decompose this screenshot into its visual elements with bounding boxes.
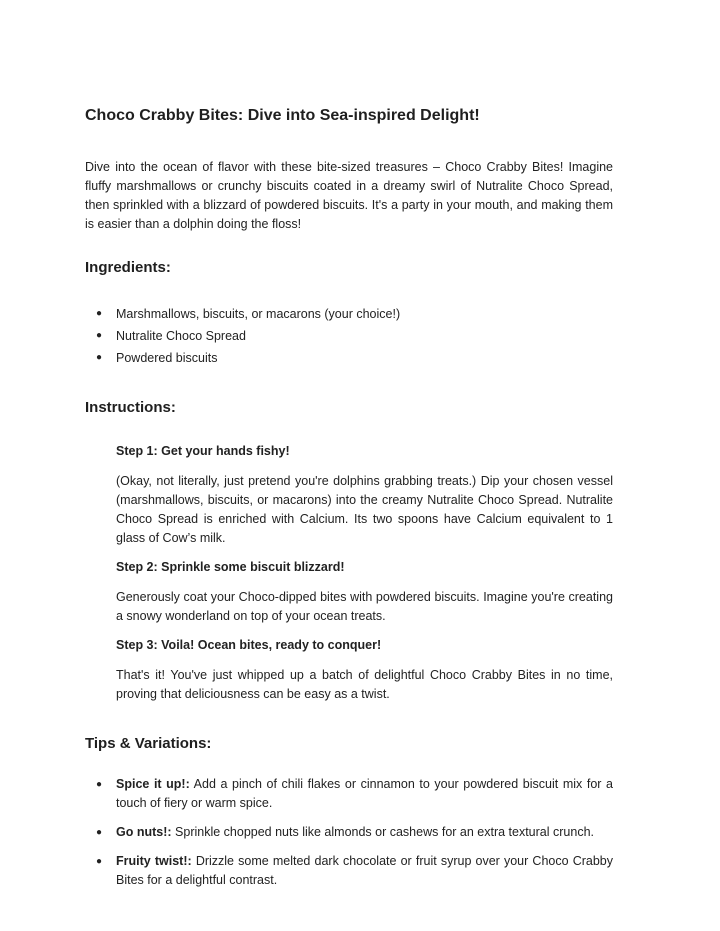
ingredient-text: Marshmallows, biscuits, or macarons (your choice!) — [116, 307, 401, 321]
ingredient-text: Nutralite Choco Spread — [116, 329, 246, 343]
ingredient-item — [85, 325, 613, 347]
tips-list — [85, 775, 613, 890]
tip-text: Add a pinch of chili flakes or cinnamon to your powdered biscuit mix for a touch of fiery or warm spice. — [116, 777, 613, 810]
step-text: (Okay, not literally, just pretend you're dolphins grabbing treats.) Dip your chosen vessel (marshmallows, biscuits, or macarons) into the creamy Nutralite Choco Spread. Nutralite Choco Spread is enriched with Calcium. Its two spoons have Calcium equivalent to 1 glass of Cow’s milk. — [116, 474, 613, 545]
tip-item — [85, 852, 613, 890]
step-title: Step 1: Get your hands fishy! — [116, 444, 290, 458]
tip-text: Sprinkle chopped nuts like almonds or cashews for an extra textural crunch. — [175, 825, 594, 839]
tip-item — [85, 775, 613, 813]
step-title: Step 3: Voila! Ocean bites, ready to conquer! — [116, 638, 382, 652]
bullet-icon: ● — [96, 856, 103, 867]
ingredient-text: Powdered biscuits — [116, 351, 218, 365]
ingredients-list — [85, 303, 613, 369]
bullet-icon: ● — [96, 330, 103, 341]
bullet-icon: ● — [96, 352, 103, 363]
ingredient-item — [85, 303, 613, 325]
step-text: That's it! You've just whipped up a batch of delightful Choco Crabby Bites in no time, proving that deliciousness can be easy as a twist. — [116, 668, 613, 701]
bullet-icon: ● — [96, 308, 103, 319]
step-block — [116, 558, 613, 626]
bullet-icon: ● — [96, 827, 103, 838]
instructions-heading: Instructions: — [85, 399, 176, 416]
instructions-steps — [85, 442, 613, 704]
tip-text: Drizzle some melted dark chocolate or fruit syrup over your Choco Crabby Bites for a delightful contrast. — [116, 854, 613, 887]
step-title: Step 2: Sprinkle some biscuit blizzard! — [116, 560, 345, 574]
tips-heading: Tips & Variations: — [85, 735, 212, 752]
ingredients-heading: Ingredients: — [85, 259, 171, 276]
step-block — [116, 636, 613, 704]
tip-label: Go nuts!: — [116, 825, 172, 839]
intro-paragraph: Dive into the ocean of flavor with these bite-sized treasures – Choco Crabby Bites! Imagine fluffy marshmallows or crunchy biscuits coated in a dreamy swirl of Nutralite Choco Spread, then sprinkled with a blizzard of powdered biscuits. It's a party in your mouth, and making them is easier than a dolphin doing the floss! — [85, 160, 613, 231]
tip-item — [85, 823, 613, 842]
tip-label: Spice it up!: — [116, 777, 190, 791]
tip-label: Fruity twist!: — [116, 854, 192, 868]
step-text: Generously coat your Choco-dipped bites with powdered biscuits. Imagine you're creating a snowy wonderland on top of your ocean treats. — [116, 590, 613, 623]
document-content — [85, 106, 613, 890]
step-block — [116, 442, 613, 548]
page-title: Choco Crabby Bites: Dive into Sea-inspired Delight! — [85, 107, 480, 124]
ingredient-item — [85, 347, 613, 369]
bullet-icon: ● — [96, 779, 103, 790]
